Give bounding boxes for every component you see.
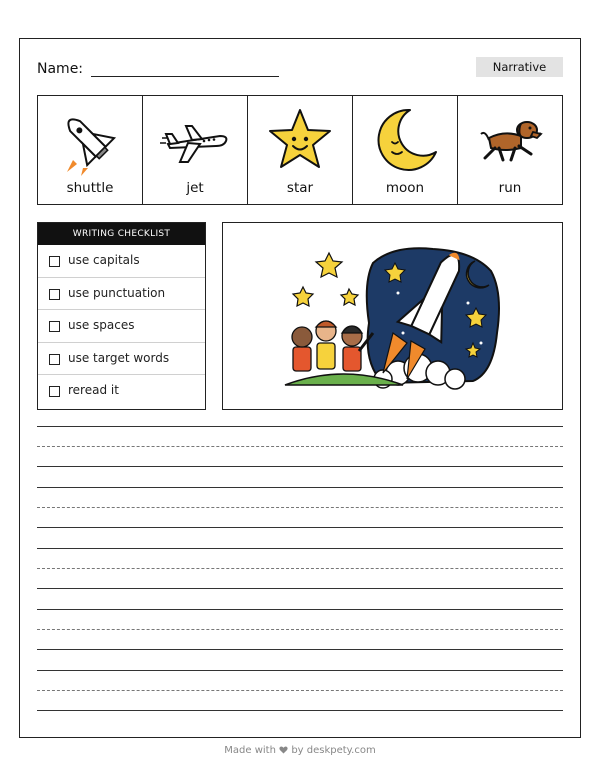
checklist-item-label: use target words — [68, 350, 170, 365]
name-input-line[interactable] — [91, 76, 279, 77]
writing-line — [37, 710, 563, 711]
writing-line — [37, 588, 563, 589]
writing-line — [37, 487, 563, 488]
checklist-item-label: reread it — [68, 383, 119, 398]
word-label: moon — [385, 180, 425, 196]
checkbox[interactable] — [49, 386, 60, 397]
star-face-icon — [265, 106, 335, 176]
writing-line — [37, 649, 563, 650]
checkbox[interactable] — [49, 289, 60, 300]
writing-line — [37, 426, 563, 427]
picture-prompt — [222, 222, 563, 410]
genre-badge: Narrative — [476, 57, 563, 77]
airplane-icon — [160, 106, 230, 176]
footer-made-with: Made with — [224, 745, 276, 756]
checklist-item[interactable] — [38, 278, 205, 311]
writing-midline — [37, 507, 563, 508]
checklist-item-label: use punctuation — [68, 285, 166, 300]
word-card-jet — [143, 96, 248, 204]
checkbox[interactable] — [49, 354, 60, 365]
word-label: run — [498, 180, 522, 196]
writing-midline — [37, 629, 563, 630]
running-dog-icon — [475, 106, 545, 176]
writing-checklist — [37, 222, 206, 410]
checklist-item[interactable] — [38, 343, 205, 376]
checklist-item[interactable] — [38, 310, 205, 343]
writing-line — [37, 609, 563, 610]
word-card-run — [458, 96, 562, 204]
checklist-item[interactable] — [38, 375, 205, 408]
writing-line — [37, 527, 563, 528]
writing-midline — [37, 690, 563, 691]
checklist-item[interactable] — [38, 245, 205, 278]
crescent-moon-icon — [370, 106, 440, 176]
writing-line — [37, 466, 563, 467]
writing-midline — [37, 568, 563, 569]
word-card-moon — [353, 96, 458, 204]
checklist-item-label: use capitals — [68, 253, 140, 267]
checklist-title: WRITING CHECKLIST — [38, 223, 205, 245]
checkbox[interactable] — [49, 256, 60, 267]
space-shuttle-icon — [55, 106, 125, 176]
word-label: shuttle — [66, 180, 114, 196]
writing-midline — [37, 446, 563, 447]
writing-line — [37, 548, 563, 549]
footer-credit — [0, 745, 600, 756]
footer-site: by deskpety.com — [291, 745, 376, 756]
checklist-item-label: use spaces — [68, 318, 135, 333]
word-bank — [37, 95, 563, 205]
name-label: Name: — [37, 61, 84, 77]
word-label: star — [286, 180, 314, 196]
writing-line — [37, 670, 563, 671]
rocket-launch-illustration — [223, 223, 561, 408]
heart-icon — [279, 746, 288, 754]
word-card-shuttle — [38, 96, 143, 204]
checkbox[interactable] — [49, 321, 60, 332]
word-label: jet — [186, 180, 204, 196]
word-card-star — [248, 96, 353, 204]
